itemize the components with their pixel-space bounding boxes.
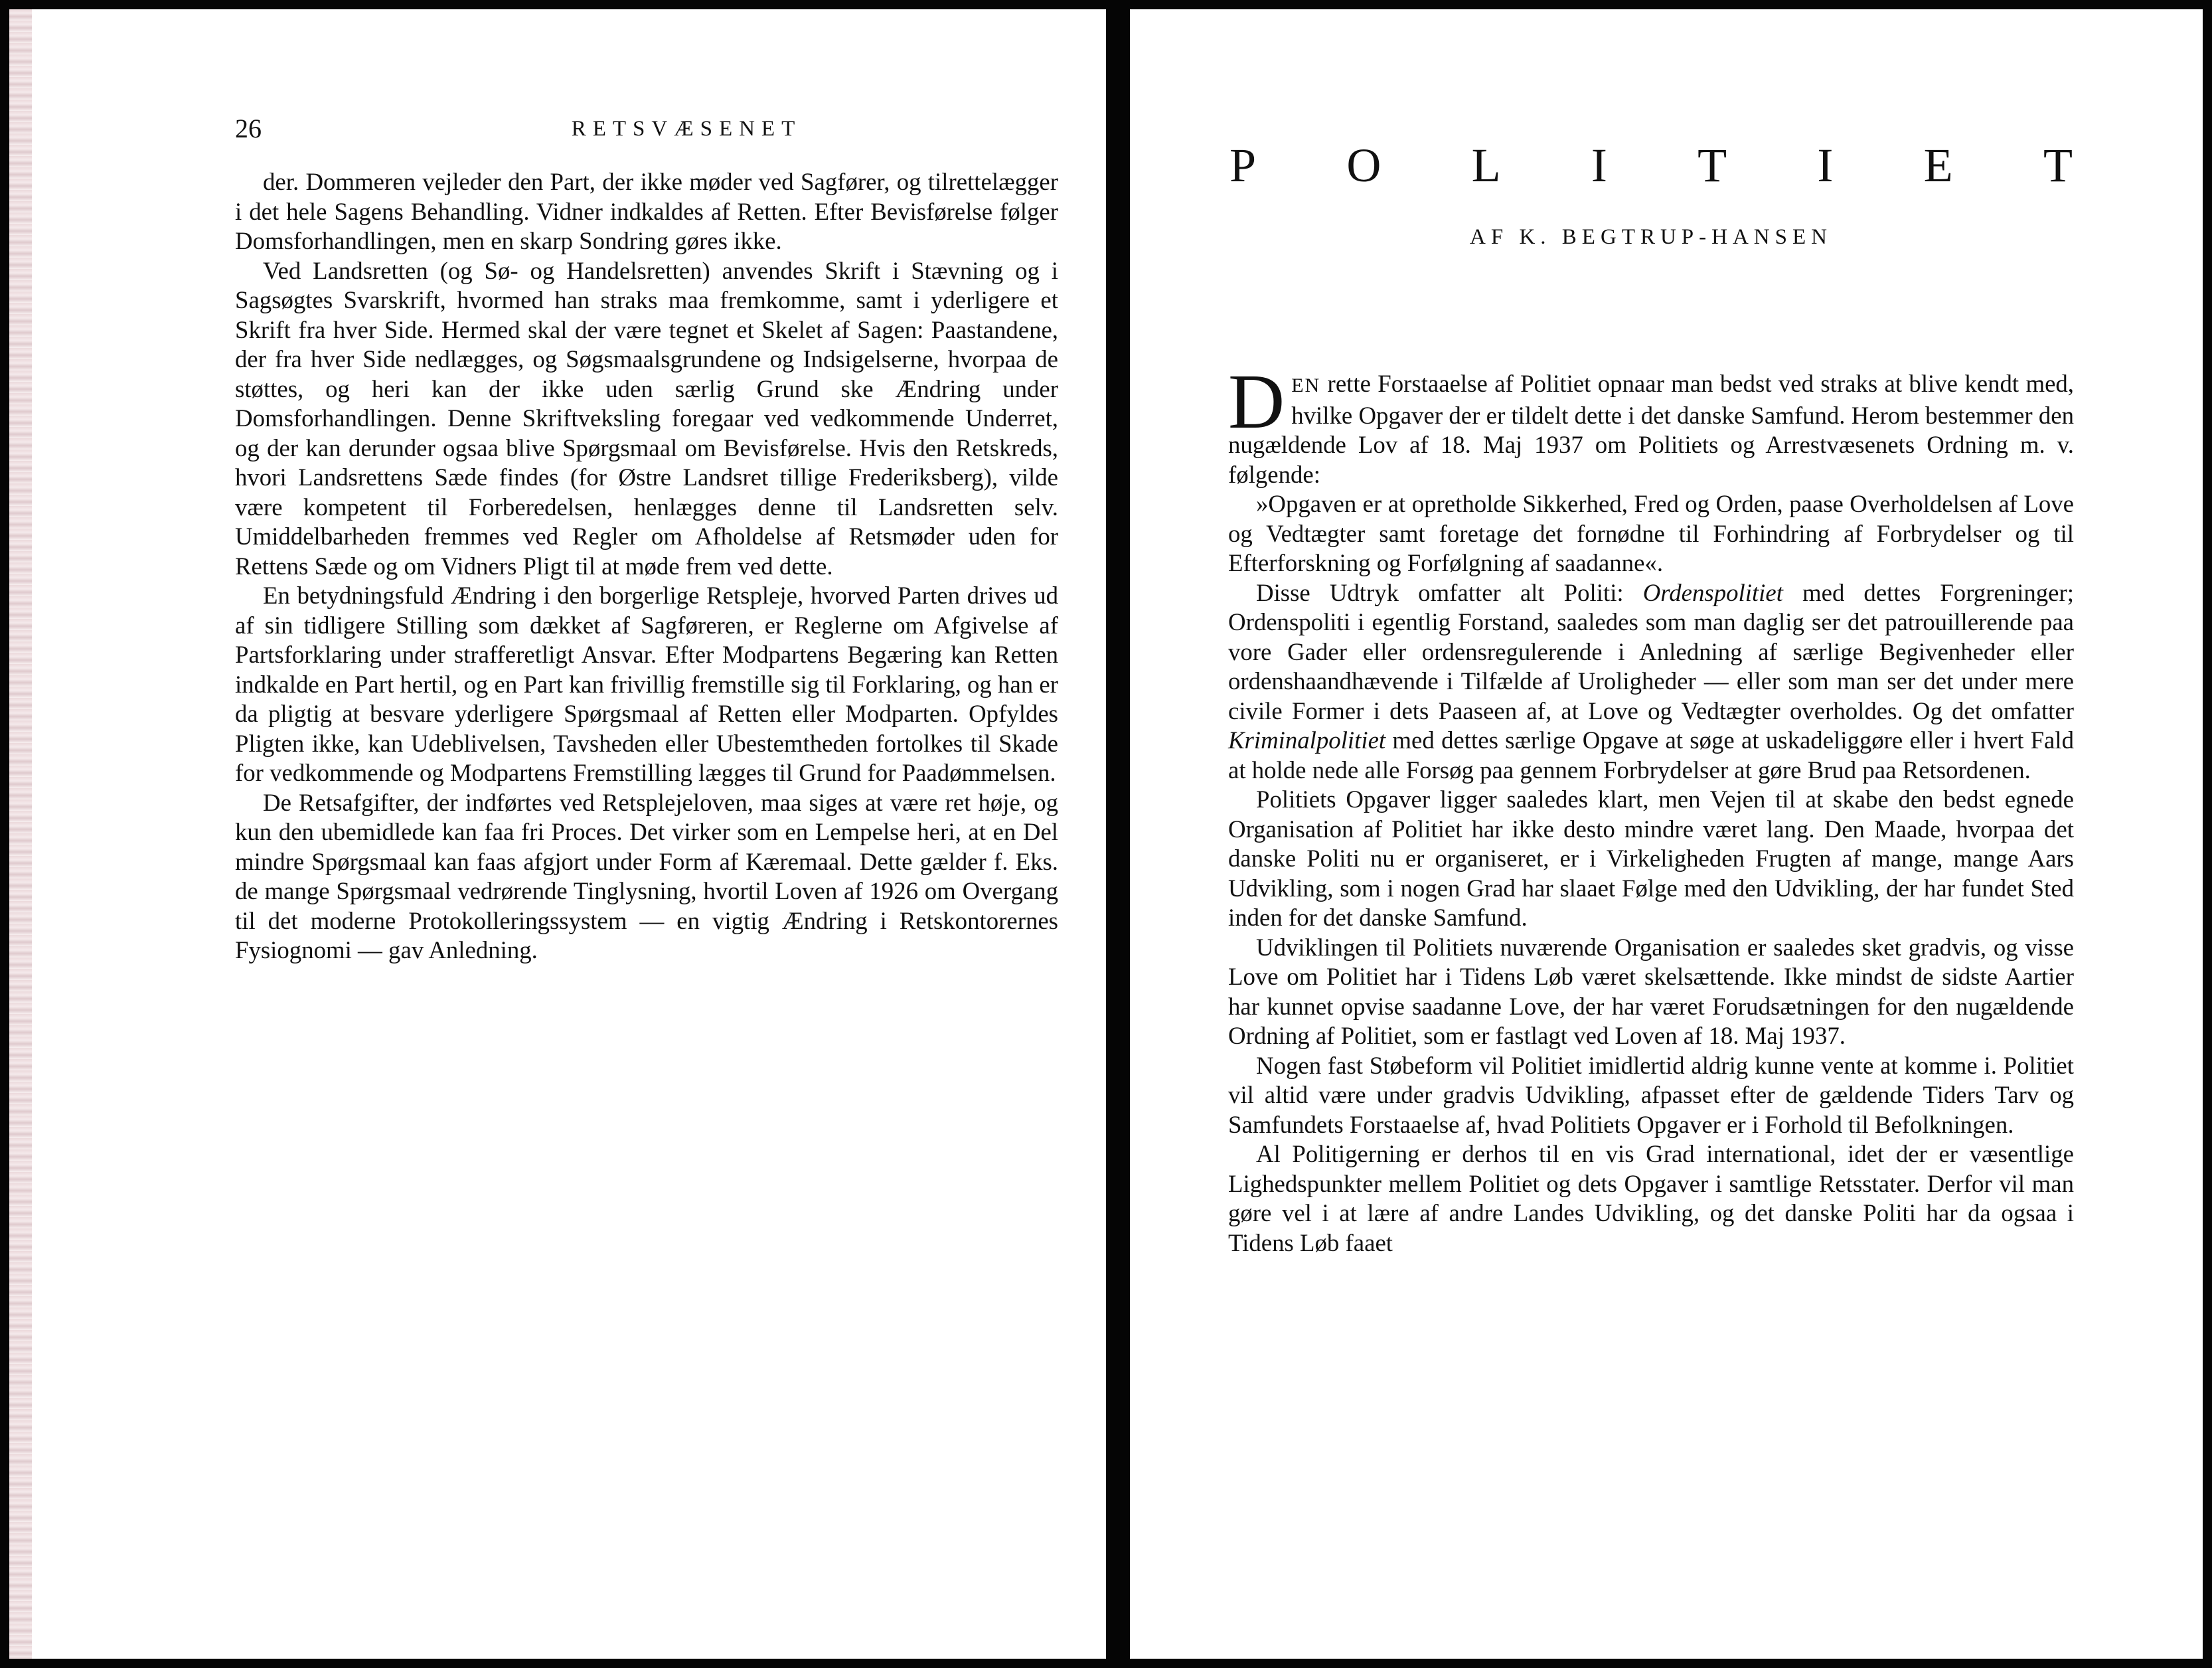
quote-paragraph: »Opgaven er at opretholde Sikkerhed, Fred og Orden, paase Overholdelsen af Love og Vedtægter samt foretage det fornødne til Forhindring af Forbrydelser og til Efterforskning og Forfølgning af saadanne«. [1228, 490, 2074, 576]
opening-text: rette Forstaaelse af Politiet opnaar man bedst ved straks at blive kendt med, hvilke Opgaver der er tildelt dette i det danske Samfund. Herom bestemmer den nugældende Lov af 18. Maj 1937 om Politiets og Arrestvæsenets Ordning m. v. følgende: [1228, 370, 2074, 488]
chapter-title-letter: T [1698, 139, 1727, 192]
drop-cap: D [1228, 358, 1285, 445]
page-edge-left [9, 9, 32, 1659]
paragraph [1228, 578, 2074, 786]
chapter-title-letter: P [1229, 139, 1257, 192]
paragraph: Politiets Opgaver ligger saaledes klart, men Vejen til at skabe den bedst egnede Organisation af Politiet har ikke desto mindre været lang. Den Maade, hvorpaa det danske Politi nu er organiseret, er i Virkeligheden Frugten af mange, mange Aars Udvikling, som i nogen Grad har slaaet Følge med den Udvikling, der har fundet Sted inden for det danske Samfund. [1228, 786, 2074, 931]
paragraph: Ved Landsretten (og Sø- og Handelsretten) anvendes Skrift i Stævning og i Sagsøgtes Svarskrift, hvormed han straks maa fremkomme, samt i yderligere et Skrift fra hver Side. Hermed skal der være tegnet et Skelet af Sagen: Paastandene, der fra hver Side nedlægges, og Søgsmaalsgrundene og Indsigelserne, hvorpaa de støttes, og heri kan der ikke uden særlig Grund ske Ændring under Domsforhandlingen. Denne Skriftveksling foregaar ved vedkommende Underret, og der kan derunder ogsaa blive Spørgsmaal om Bevisførelse. Hvis den Retskreds, hvori Landsrettens Sæde findes (for Østre Landsret tillige Frederiksberg), vilde være kompetent til Forberedelsen, henlægges denne til Landsretten selv. Umiddelbarheden fremmes ved Regler om Afholdelse af Retsmøder uden for Rettens Sæde og om Vidners Pligt til at møde frem ved dette. [235, 256, 1058, 580]
right-page [1130, 9, 2203, 1659]
running-title: RETSVÆSENET [571, 117, 802, 141]
paragraph: De Retsafgifter, der indførtes ved Retsplejeloven, maa siges at være ret høje, og kun den ubemidlede kan faa fri Proces. Det virker som en Lempelse heri, at en Del mindre Spørgsmaal kan faas afgjort under Form af Kæremaal. Dette gælder f. Eks. de mange Spørgsmaal vedrørende Tinglysning, hvortil Loven af 1926 om Overgang til det moderne Protokolleringssystem — en vigtig Ændring i Retskontorernes Fysiognomi — gav Anledning. [235, 788, 1058, 963]
emphasis-term: Ordenspolitiet [1642, 578, 1783, 606]
left-page [32, 9, 1106, 1659]
author-byline: AF K. BEGTRUP-HANSEN [1470, 225, 1832, 249]
emphasis-term: Kriminalpolitiet [1228, 726, 1386, 754]
paragraph: En betydningsfuld Ændring i den borgerlige Retspleje, hvorved Parten drives ud af sin tidligere Stilling som dækket af Sagføreren, er Reglerne om Afgivelse af Partsforklaring under strafferetligt Ansvar. Efter Modpartens Begæring kan Retten indkalde en Part hertil, og en Part kan frivillig fremstille sig til Forklaring, og han er da pligtig at besvare yderligere Spørgsmaal af Retten eller Modparten. Opfyldes Pligten ikke, kan Udeblivelsen, Tavsheden eller Ubestemtheden fortolkes til Skade for vedkommende og Modpartens Fremstilling lægges til Grund for Paadømmelsen. [235, 582, 1058, 786]
chapter-title-letter: L [1471, 139, 1501, 192]
chapter-title-letter: I [1817, 139, 1834, 192]
chapter-title [1229, 135, 2073, 195]
chapter-title-letter: E [1923, 139, 1953, 192]
book-gutter [1106, 0, 1130, 1668]
text-run: med dettes Forgreninger; Ordenspoliti i egentlig Forstand, saaledes som man daglig ser det patrouillerende paa vore Gader eller ordensregulerende i Anledning af særlige Begivenheder eller ordenshaandhævende i Tilfælde af Uroligheder — eller som man ser det under mere civile Former i dets Paaseen af, at Love og Vedtægter overholdes. Og det omfatter [1228, 578, 2074, 724]
opening-paragraph [1228, 358, 2074, 489]
page-number: 26 [235, 114, 262, 143]
paragraph: Udviklingen til Politiets nuværende Organisation er saaledes sket gradvis, og visse Love om Politiet har i Tidens Løb været skelsættende. Ikke mindst de sidste Aartier har kunnet opvise saadanne Love, der har været Forudsætningen for den nugældende Ordning af Politiet, som er fastlagt ved Loven af 18. Maj 1937. [1228, 933, 2074, 1049]
paragraph: Al Politigerning er derhos til en vis Grad international, idet der er væsentlige Lighedspunkter mellem Politiet og dets Opgaver i samtlige Retsstater. Derfor vil man gøre vel i at lære af andre Landes Udvikling, og det danske Politi har da ogsaa i Tidens Løb faaet [1228, 1140, 2074, 1256]
chapter-title-letter: T [2043, 139, 2073, 192]
chapter-title-letter: O [1346, 139, 1382, 192]
paragraph: Nogen fast Støbeform vil Politiet imidlertid aldrig kunne vente at komme i. Politiet vil altid være under gradvis Udvikling, afpasset efter de gældende Tiders Tarv og Samfundets Forstaaelse af, hvad Politiets Opgaver er i Forhold til Befolkningen. [1228, 1051, 2074, 1138]
right-body-text [1228, 358, 2074, 1258]
running-head [235, 109, 1058, 149]
opening-small-caps: EN [1291, 375, 1321, 396]
paragraph: der. Dommeren vejleder den Part, der ikke møder ved Sagfører, og tilrettelægger i det hele Sagens Behandling. Vidner indkaldes af Retten. Efter Bevisførelse følger Domsforhandlingen, men en skarp Sondring gøres ikke. [235, 168, 1058, 254]
text-run: med dettes særlige Opgave at søge at uskadeliggøre eller i hvert Fald at holde nede alle Forsøg paa gennem Forbrydelser at gøre Brud paa Retsordenen. [1228, 726, 2074, 784]
text-run: Disse Udtryk omfatter alt Politi: [1256, 578, 1643, 606]
chapter-title-letter: I [1591, 139, 1607, 192]
left-body-text [235, 167, 1058, 965]
